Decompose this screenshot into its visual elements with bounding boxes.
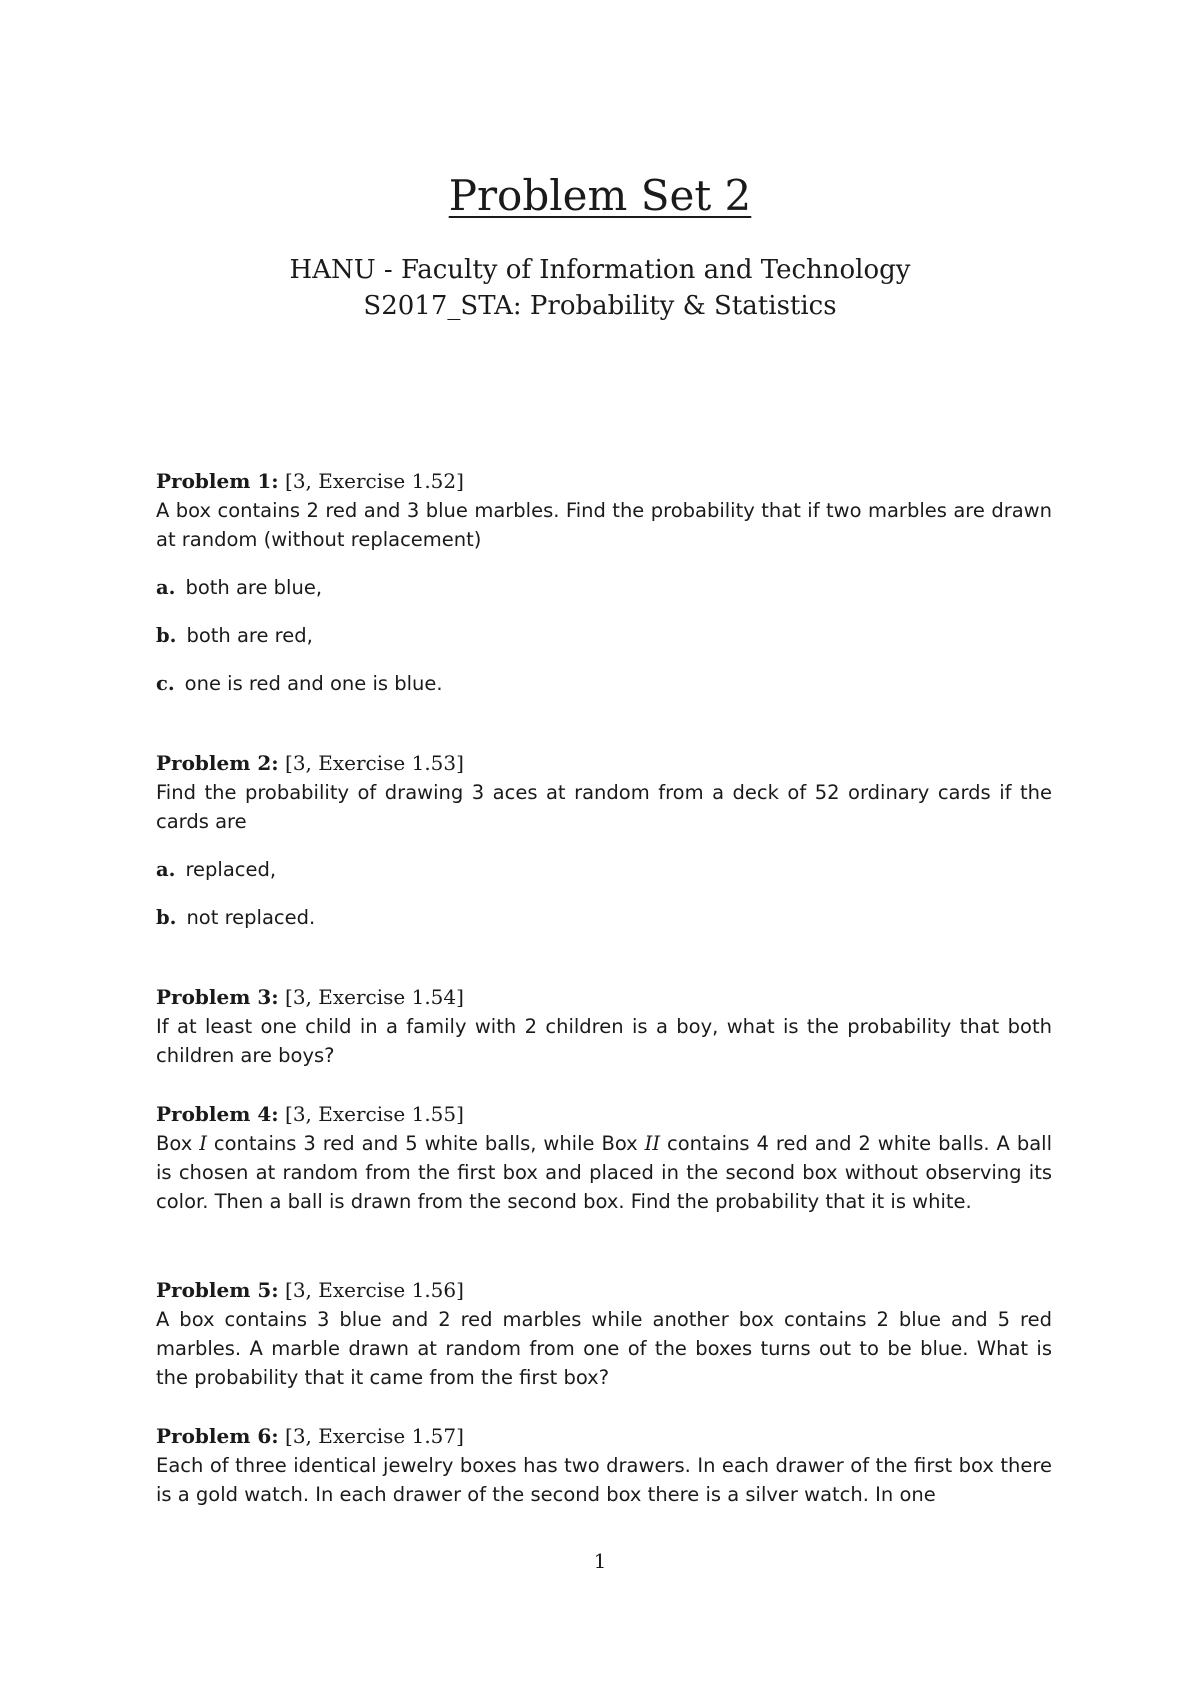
problem-heading (156, 1422, 1052, 1451)
problem-heading (156, 1276, 1052, 1305)
problem-heading (156, 983, 1052, 1012)
subproblem-label: a. (156, 576, 176, 599)
problem-4 (156, 1100, 1052, 1216)
page-title (0, 166, 1200, 226)
subproblem-label: c. (156, 672, 175, 695)
problem-text (156, 1129, 1052, 1216)
page-number: 1 (593, 1549, 607, 1573)
problem-1 (156, 467, 1052, 698)
problem-label: Problem 4: (156, 1102, 279, 1126)
problem-reference: [3, Exercise 1.54] (285, 985, 464, 1009)
subproblem-a (156, 573, 1052, 602)
problem-reference: [3, Exercise 1.53] (285, 751, 464, 775)
problem-reference: [3, Exercise 1.52] (285, 469, 464, 493)
problem-text-part: contains 4 red and 2 white balls. A ball is chosen at random from the first box and placed in the second box without observing its color. Then a ball is drawn from the second box. Find the probability that it is white. (156, 1132, 1052, 1213)
problem-label: Problem 3: (156, 985, 279, 1009)
box-two-symbol: II (644, 1132, 661, 1155)
box-one-symbol: I (199, 1132, 207, 1155)
problem-text: A box contains 2 red and 3 blue marbles. Find the probability that if two marbles are drawn at random (without replacement) (156, 499, 1052, 551)
subproblem-label: b. (156, 906, 177, 929)
subproblem-b (156, 903, 1052, 932)
problem-label: Problem 1: (156, 469, 279, 493)
course-name-line: S2017_STA: Probability & Statistics (363, 291, 837, 321)
subproblem-text: one is red and one is blue. (184, 672, 443, 695)
problem-heading (156, 1100, 1052, 1129)
subproblem-label: a. (156, 858, 176, 881)
problem-text-part: contains 3 red and 5 white balls, while Box (206, 1132, 645, 1155)
problem-reference: [3, Exercise 1.57] (285, 1424, 464, 1448)
problem-heading (156, 467, 1052, 496)
problem-text: If at least one child in a family with 2 children is a boy, what is the probability that both children are boys? (156, 1015, 1052, 1067)
problem-label: Problem 6: (156, 1424, 279, 1448)
subproblem-c (156, 669, 1052, 698)
problem-6 (156, 1422, 1052, 1509)
subproblem-text: both are blue, (185, 576, 323, 599)
problem-5 (156, 1276, 1052, 1392)
problem-label: Problem 5: (156, 1278, 279, 1302)
problem-2 (156, 749, 1052, 932)
problem-text-part: Box (156, 1132, 200, 1155)
page-title-text: Problem Set 2 (448, 171, 752, 220)
subproblem-a (156, 855, 1052, 884)
problem-reference: [3, Exercise 1.55] (285, 1102, 464, 1126)
subproblem-b (156, 621, 1052, 650)
problem-heading (156, 749, 1052, 778)
problem-3 (156, 983, 1052, 1070)
problem-text: Find the probability of drawing 3 aces at random from a deck of 52 ordinary cards if the cards are (156, 781, 1052, 833)
problem-label: Problem 2: (156, 751, 279, 775)
subproblem-text: not replaced. (186, 906, 316, 929)
course-faculty-line: HANU - Faculty of Information and Technology (289, 255, 911, 285)
subproblem-label: b. (156, 624, 177, 647)
subproblem-text: replaced, (185, 858, 277, 881)
problem-text: Each of three identical jewelry boxes has two drawers. In each drawer of the first box there is a gold watch. In each drawer of the second box there is a silver watch. In one (156, 1454, 1052, 1506)
problem-text: A box contains 3 blue and 2 red marbles while another box contains 2 blue and 5 red marbles. A marble drawn at random from one of the boxes turns out to be blue. What is the probability that it came from the first box? (156, 1308, 1052, 1389)
subproblem-text: both are red, (186, 624, 313, 647)
problem-reference: [3, Exercise 1.56] (285, 1278, 464, 1302)
